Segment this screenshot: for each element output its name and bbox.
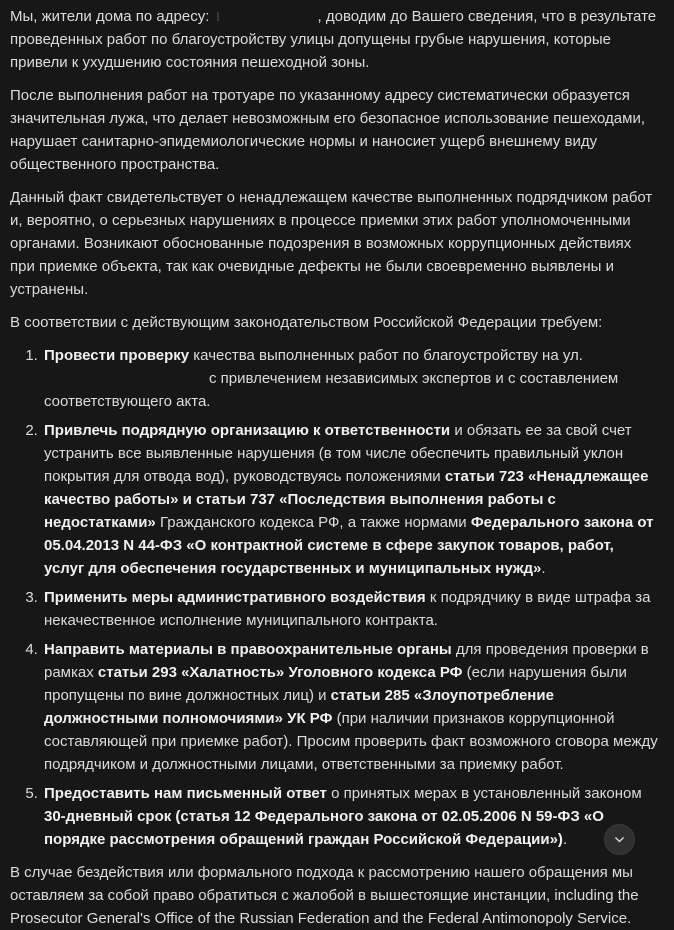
text-run: о принятых мерах в установленный законом [326, 785, 642, 802]
bold-text-run: Направить материалы в правоохранительные органы [44, 641, 452, 658]
text-run: и обязать ее за свой счет устранить все выявленные нарушения (в том числе обеспечить правильный уклон покрытия для отвода вод), руководствуясь положениями [44, 422, 632, 485]
redacted-text-gap [214, 19, 318, 21]
list-item [42, 782, 658, 851]
list-item [42, 419, 658, 580]
list-item [42, 344, 658, 413]
demands-list [10, 344, 658, 851]
text-run: В соответствии с действующим законодательством Российской Федерации требуем: [10, 314, 603, 331]
redacted-text-gap [44, 381, 209, 383]
text-run: . [562, 831, 568, 848]
text-run: с привлечением независимых экспертов и с составлением соответствующего акта. [44, 370, 619, 410]
text-run: качества выполненных работ по благоустройству на ул. [189, 347, 583, 364]
paragraph [10, 5, 658, 74]
text-run: . [541, 560, 546, 577]
text-run: к подрядчику в виде штрафа за некачественное исполнение муниципального контракта. [44, 589, 651, 629]
text-run: В случае бездействия или формального подхода к рассмотрению нашего обращения мы оставляем за собой право обратиться с жалобой в вышестоящие инстанции, including the Prosecutor General's Office of the Russian Federation and the Federal Antimonopoly Service. [10, 864, 639, 927]
bold-text-run: Федерального закона от 05.04.2013 N 44-ФЗ «О контрактной системе в сфере закупок товаров, работ, услуг для обеспечения государственных и муниципальных нужд» [44, 514, 654, 577]
bold-text-run: статьи 293 «Халатность» Уголовного кодекса РФ [97, 664, 463, 681]
bold-text-run: Предоставить нам письменный ответ [44, 785, 327, 802]
text-run: Мы, жители дома по адресу: [10, 8, 214, 25]
paragraph [10, 311, 658, 334]
text-run: После выполнения работ на тротуаре по указанному адресу систематически образуется значительная лужа, что делает невозможным его безопасное использование пешеходами, нарушает санитарно-эпидемиологические нормы и наносиет ущерб внешнему виду общественного пространства. [10, 87, 646, 173]
text-run: (если нарушения были пропущены по вине должностных лиц) и [44, 664, 627, 704]
bold-text-run: Применить меры административного воздействия [44, 589, 426, 606]
bold-text-run: Провести проверку [44, 347, 190, 364]
text-run: Гражданского кодекса РФ, а также нормами [155, 514, 471, 531]
list-item [42, 638, 658, 776]
text-run: Данный факт свидетельствует о ненадлежащем качестве выполненных подрядчиком работ и, вероятно, о серьезных нарушениях в процессе приемки этих работ уполномоченными органами. Возникают обоснованные подозрения в возможных коррупционных действиях при приемке объекта, так как очевидные дефекты не были своевременно выявлены и устранены. [10, 189, 653, 298]
paragraph [10, 861, 658, 930]
text-run: для проведения проверки в рамках [44, 641, 649, 681]
bold-text-run: 30-дневный срок (статья 12 Федерального закона от 02.05.2006 N 59-ФЗ «О порядке рассмотрения обращений граждан Российской Федерации») [44, 808, 604, 848]
text-run: (при наличии признаков коррупционной составляющей при приемке работ). Просим проверить факт возможного сговора между подрядчиком и должностными лицами, ответственными за приемку работ. [44, 710, 658, 773]
list-item [42, 586, 658, 632]
scroll-to-bottom-button[interactable] [604, 824, 635, 855]
text-run: , доводим до Вашего сведения, что в результате проведенных работ по благоустройству улицы допущены грубые нарушения, которые привели к ухудшению состояния пешеходной зоны. [10, 8, 657, 71]
bold-text-run: статьи 285 «Злоупотребление должностными полномочиями» УК РФ [44, 687, 554, 727]
bold-text-run: Привлечь подрядную организацию к ответственности [44, 422, 451, 439]
paragraph [10, 186, 658, 301]
paragraph [10, 84, 658, 176]
bold-text-run: статьи 723 «Ненадлежащее качество работы» и статьи 737 «Последствия выполнения работы с недостатками» [44, 468, 649, 531]
chevron-down-icon [613, 833, 626, 846]
